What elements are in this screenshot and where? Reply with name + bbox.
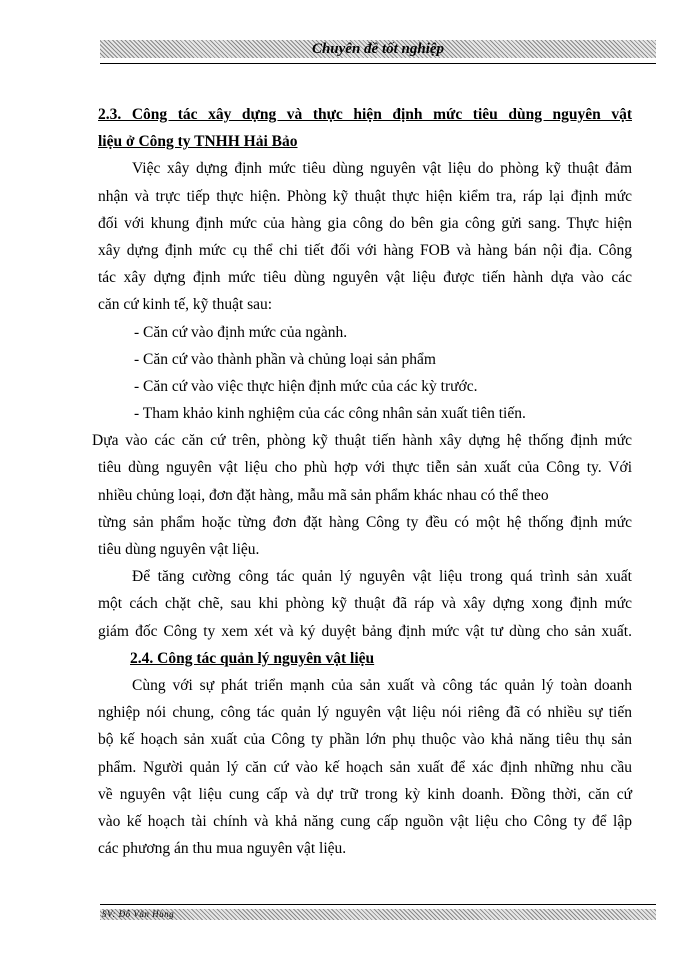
- paragraph-line: Để tăng cường công tác quản lý nguyên vật liệu trong quá trình sản xuất: [132, 568, 632, 586]
- bullet-item: - Căn cứ vào việc thực hiện định mức của các kỳ trước.: [134, 377, 478, 395]
- page-header: [100, 40, 656, 58]
- paragraph-line: nghiệp nói chung, công tác quản lý nguyên vật liệu nói riêng đã có nhiều sự tiến: [98, 704, 632, 722]
- paragraph-line: nhận và trực tiếp thực hiện. Phòng kỹ thuật thực hiện kiểm tra, ráp lại định mức: [98, 187, 632, 205]
- paragraph-line: vào kế hoạch tài chính và khả năng cung cấp nguồn vật liệu cho Công ty để lập: [98, 812, 632, 830]
- paragraph-line: nhiều chủng loại, đơn đặt hàng, mẫu mã sản phẩm khác nhau có thể theo: [98, 486, 549, 504]
- paragraph-line: một cách chặt chẽ, sau khi phòng kỹ thuật đã ráp và xây dựng xong định mức: [98, 595, 632, 613]
- paragraph-line: xây dựng định mức cụ thể chi tiết đối với hàng FOB và hàng bán nội địa. Công: [98, 241, 632, 259]
- section-2-4-heading: 2.4. Công tác quản lý nguyên vật liệu: [130, 649, 375, 667]
- section-2-4: [98, 645, 632, 863]
- paragraph-line: các phương án thu mua nguyên vật liệu.: [98, 840, 347, 858]
- header-rule: [100, 63, 656, 64]
- paragraph-line: giám đốc Công ty xem xét và ký duyệt bảng định mức vật tư dùng cho sản xuất.: [98, 622, 632, 640]
- paragraph-line: từng sản phẩm hoặc từng đơn đặt hàng Công ty đều có một hệ thống định mức: [98, 513, 632, 531]
- paragraph-line: tác xây dựng định mức tiêu dùng nguyên vật liệu được tiến hành dựa vào các: [98, 269, 632, 287]
- footer-rule: [100, 904, 656, 905]
- paragraph-line: Việc xây dựng định mức tiêu dùng nguyên vật liệu do phòng kỹ thuật đảm: [132, 160, 632, 178]
- paragraph-line: đối với khung định mức của hàng gia công do bên gia công gửi sang. Thực hiện: [98, 214, 632, 232]
- paragraph-line: Dựa vào các căn cứ trên, phòng kỹ thuật tiến hành xây dựng hệ thống định mức: [92, 432, 632, 450]
- section-2-3-heading-line-2: liệu ở Công ty TNHH Hải Bảo: [98, 133, 298, 151]
- paragraph-line: về nguyên vật liệu cung cấp và dự trữ trong kỳ kinh doanh. Đồng thời, căn cứ: [98, 785, 632, 803]
- document-body: [92, 101, 632, 862]
- paragraph-line: phẩm. Người quản lý căn cứ vào kế hoạch sản xuất để xác định những nhu cầu: [98, 758, 632, 776]
- paragraph-line: Cùng với sự phát triển mạnh của sản xuất và công tác quản lý toàn doanh: [132, 676, 632, 694]
- page-footer: [100, 909, 656, 920]
- footer-author: SV: Đỗ Văn Hùng: [102, 909, 175, 919]
- paragraph-line: căn cứ kinh tế, kỹ thuật sau:: [98, 296, 273, 314]
- bullet-item: - Căn cứ vào thành phần và chủng loại sản phẩm: [134, 350, 436, 368]
- section-2-3: [92, 101, 632, 645]
- header-title: Chuyên đề tốt nghiệp: [311, 41, 445, 57]
- bullet-item: - Tham khảo kinh nghiệm của các công nhân sản xuất tiên tiến.: [134, 405, 526, 423]
- section-2-3-heading-line-1: 2.3. Công tác xây dựng và thực hiện định mức tiêu dùng nguyên vật: [98, 106, 632, 123]
- paragraph-line: bộ kế hoạch sản xuất của Công ty phần lớn phụ thuộc vào khả năng tiêu thụ sản: [98, 731, 632, 749]
- paragraph-line: tiêu dùng nguyên vật liệu.: [98, 541, 260, 558]
- bullet-item: - Căn cứ vào định mức của ngành.: [134, 323, 348, 341]
- paragraph-line: tiêu dùng nguyên vật liệu cho phù hợp với thực tiễn sản xuất của Công ty. Với: [98, 459, 632, 477]
